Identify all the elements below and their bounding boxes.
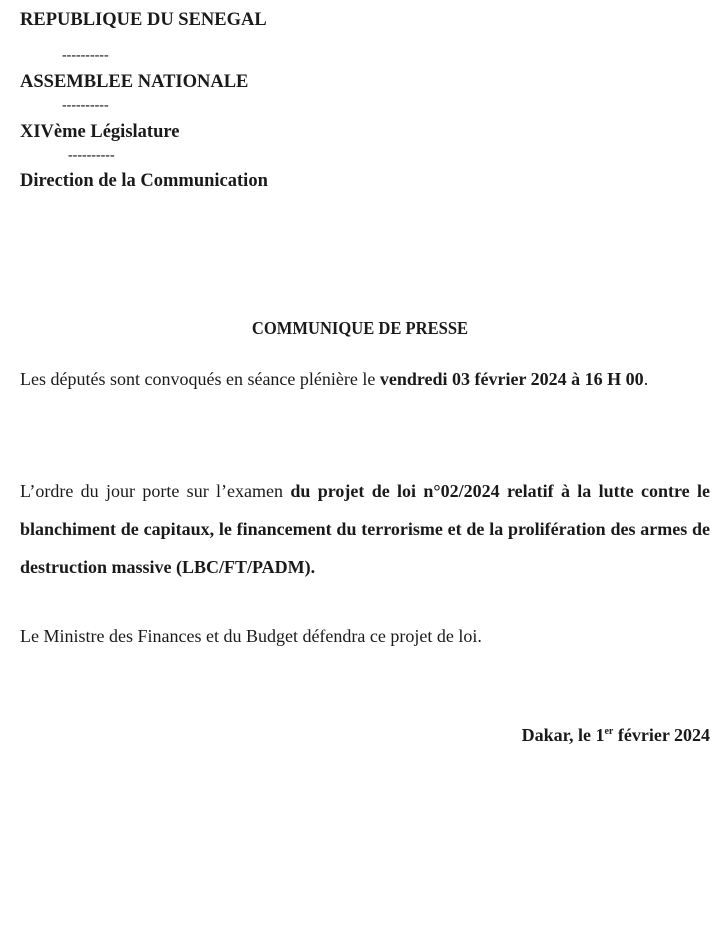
signature-superscript: er (604, 726, 614, 737)
paragraph-convocation (20, 360, 710, 398)
header-direction: Direction de la Communication (20, 171, 268, 191)
header-separator: ---------- (68, 148, 115, 163)
document-title: COMMUNIQUE DE PRESSE (251, 318, 469, 338)
paragraph-text: Les députés sont convoqués en séance plénière le (20, 369, 380, 389)
header-assembly: ASSEMBLEE NATIONALE (20, 72, 249, 92)
paragraph-text: . (643, 369, 649, 389)
signature-prefix: Dakar, le 1 (521, 725, 605, 745)
bill-reference: du projet de loi n°02/2024 relatif à la lutte contre le blanchiment de capitaux, le financement du terrorisme et de la prolifération des armes de destruction massive (LBC/FT/PADM). (20, 481, 710, 577)
paragraph-text: L’ordre du jour porte sur l’examen (20, 481, 291, 501)
header-republic: REPUBLIQUE DU SENEGAL (20, 10, 267, 30)
paragraph-minister: Le Ministre des Finances et du Budget défendra ce projet de loi. (20, 626, 482, 646)
header-separator: ---------- (62, 98, 109, 113)
header-legislature: XIVème Législature (20, 122, 180, 142)
signature-suffix: février 2024 (613, 725, 710, 745)
paragraph-agenda (20, 472, 710, 586)
signature-date (522, 725, 710, 746)
session-date: vendredi 03 février 2024 à 16 H 00 (379, 369, 644, 389)
header-separator: ---------- (62, 48, 109, 63)
